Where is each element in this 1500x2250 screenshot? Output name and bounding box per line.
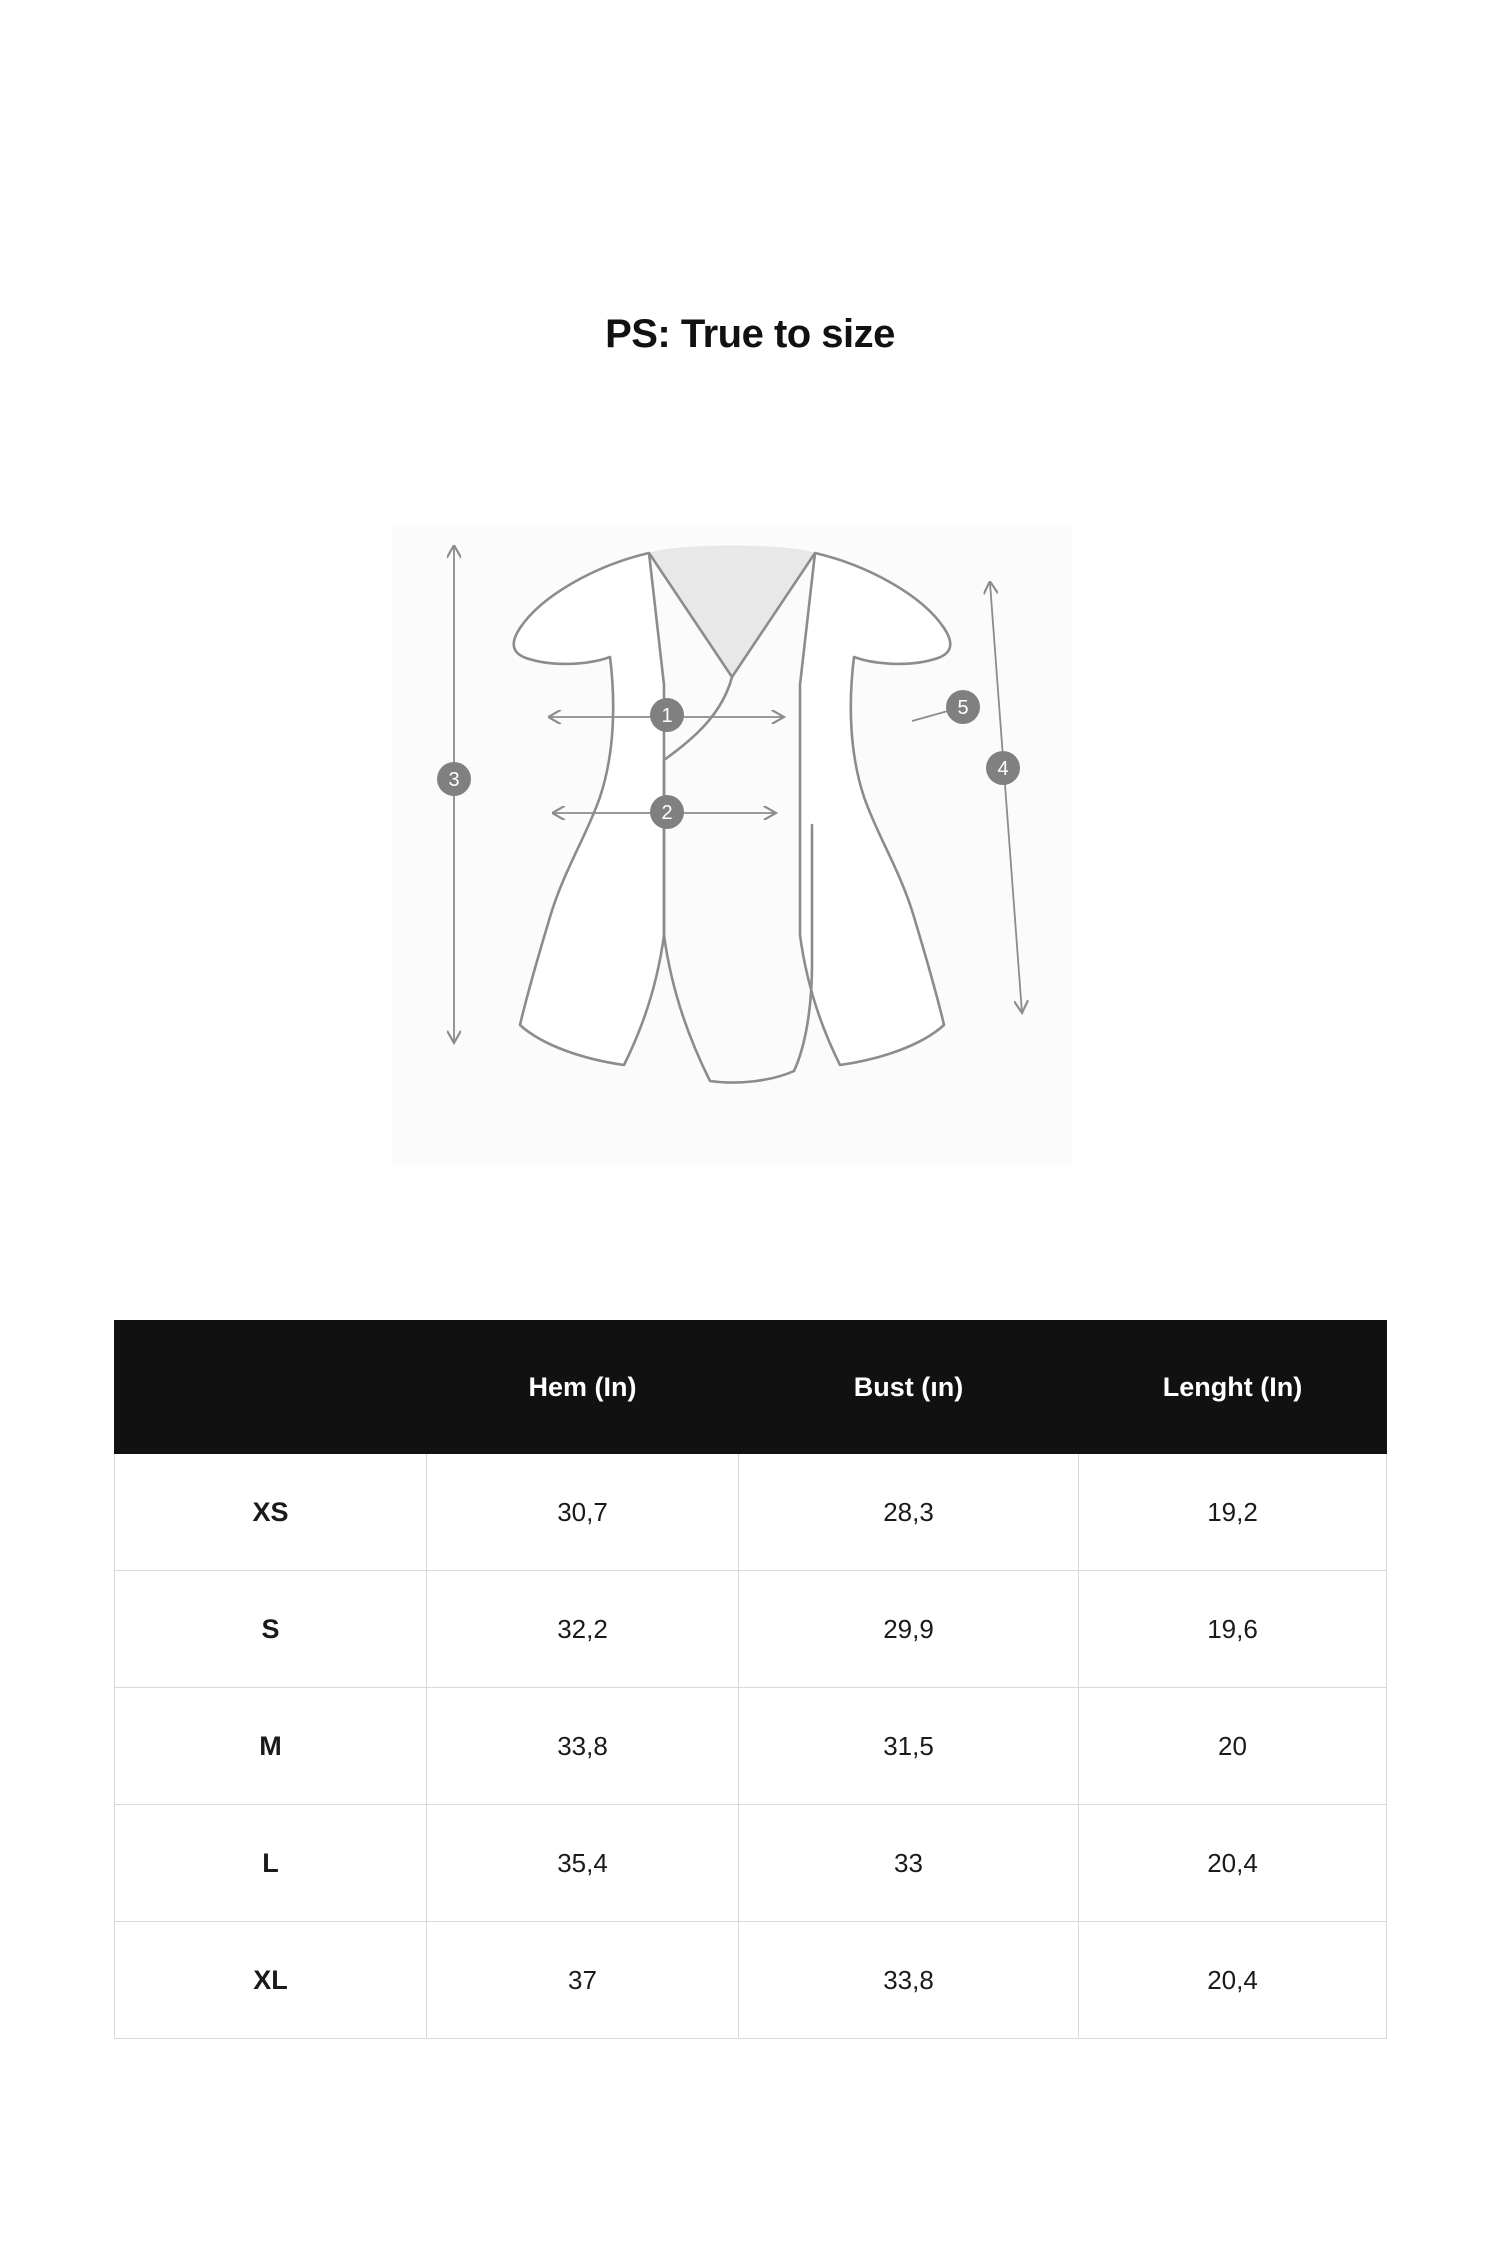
table-row	[115, 1571, 1387, 1688]
cell-bust: 33,8	[739, 1922, 1079, 2039]
callout-4	[986, 751, 1020, 785]
measure-leader-sleeve	[912, 711, 948, 721]
row-size-label: L	[115, 1805, 427, 1922]
cell-length: 20,4	[1079, 1922, 1387, 2039]
callout-1	[650, 698, 684, 732]
table-row	[115, 1688, 1387, 1805]
cell-bust: 29,9	[739, 1571, 1079, 1688]
cell-length: 19,2	[1079, 1454, 1387, 1571]
cell-bust: 28,3	[739, 1454, 1079, 1571]
garment-left-front	[514, 553, 664, 1065]
table-header-corner	[115, 1321, 427, 1454]
callout-2	[650, 795, 684, 829]
garment-illustration-svg	[392, 525, 1072, 1165]
table-header-hem: Hem (In)	[427, 1321, 739, 1454]
callout-3	[437, 762, 471, 796]
size-chart-table	[114, 1320, 1387, 2039]
garment-right-front	[800, 553, 950, 1065]
page-title: PS: True to size	[605, 312, 895, 356]
cell-length: 20	[1079, 1688, 1387, 1805]
cell-hem: 30,7	[427, 1454, 739, 1571]
garment-diagram	[392, 525, 1072, 1165]
cell-hem: 37	[427, 1922, 739, 2039]
row-size-label: XL	[115, 1922, 427, 2039]
cell-hem: 32,2	[427, 1571, 739, 1688]
callout-5-label: 5	[957, 697, 969, 719]
callout-5	[946, 690, 980, 724]
cell-bust: 31,5	[739, 1688, 1079, 1805]
callout-4-label: 4	[997, 758, 1009, 780]
table-row	[115, 1922, 1387, 2039]
collar-fill	[649, 546, 815, 678]
table-row	[115, 1454, 1387, 1571]
cell-hem: 35,4	[427, 1805, 739, 1922]
table-header-bust: Bust (ın)	[739, 1321, 1079, 1454]
cell-length: 19,6	[1079, 1571, 1387, 1688]
cell-bust: 33	[739, 1805, 1079, 1922]
table-row	[115, 1805, 1387, 1922]
callout-2-label: 2	[661, 802, 673, 824]
callout-1-label: 1	[661, 705, 673, 727]
cell-length: 20,4	[1079, 1805, 1387, 1922]
table-header-row	[115, 1321, 1387, 1454]
row-size-label: M	[115, 1688, 427, 1805]
cell-hem: 33,8	[427, 1688, 739, 1805]
wrap-front-line	[664, 677, 794, 1083]
table-header-length: Lenght (In)	[1079, 1321, 1387, 1454]
row-size-label: XS	[115, 1454, 427, 1571]
callout-3-label: 3	[448, 769, 460, 791]
row-size-label: S	[115, 1571, 427, 1688]
measure-line-side	[990, 583, 1022, 1013]
